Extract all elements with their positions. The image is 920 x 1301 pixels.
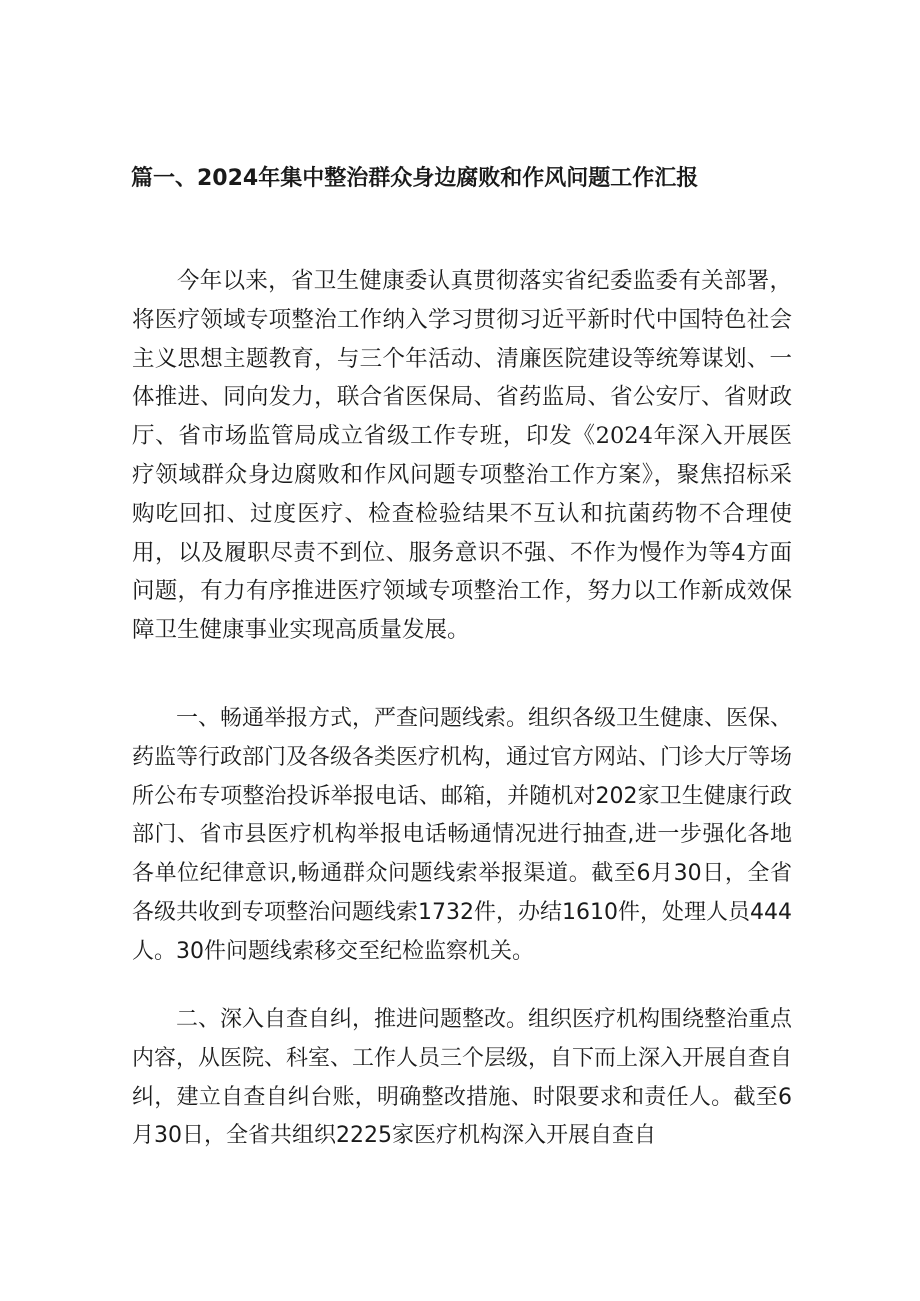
body-section-2 bbox=[132, 1001, 792, 1156]
body-section-intro bbox=[132, 262, 792, 650]
document-title: 篇一、2024年集中整治群众身边腐败和作风问题工作汇报 bbox=[131, 166, 699, 191]
paragraph-section-1: 一、畅通举报方式，严查问题线索。组织各级卫生健康、医保、药监等行政部门及各级各类医疗机构，通过官方网站、门诊大厅等场所公布专项整治投诉举报电话、邮箱，并随机对202家卫生健康行政部门、省市县医疗机构举报电话畅通情况进行抽查,进一步强化各地各单位纪律意识,畅通群众问题线索举报渠道。截至6月30日，全省各级共收到专项整治问题线索1732件，办结1610件，处理人员444人。30件问题线索移交至纪检监察机关。 bbox=[132, 706, 793, 964]
body-section-1 bbox=[132, 700, 792, 972]
paragraph-intro: 今年以来，省卫生健康委认真贯彻落实省纪委监委有关部署，将医疗领域专项整治工作纳入学习贯彻习近平新时代中国特色社会主义思想主题教育，与三个年活动、清廉医院建设等统筹谋划、一体推进、同向发力，联合省医保局、省药监局、省公安厅、省财政厅、省市场监管局成立省级工作专班，印发《2024年深入开展医疗领域群众身边腐败和作风问题专项整治工作方案》，聚焦招标采购吃回扣、过度医疗、检查检验结果不互认和抗菌药物不合理使用，以及履职尽责不到位、服务意识不强、不作为慢作为等4方面问题，有力有序推进医疗领域专项整治工作，努力以工作新成效保障卫生健康事业实现高质量发展。 bbox=[132, 268, 792, 644]
paragraph-section-2: 二、深入自查自纠，推进问题整改。组织医疗机构围绕整治重点内容，从医院、科室、工作人员三个层级，自下而上深入开展自查自纠，建立自查自纠台账，明确整改措施、时限要求和责任人。截至6月30日，全省共组织2225家医疗机构深入开展自查自 bbox=[132, 1007, 793, 1149]
